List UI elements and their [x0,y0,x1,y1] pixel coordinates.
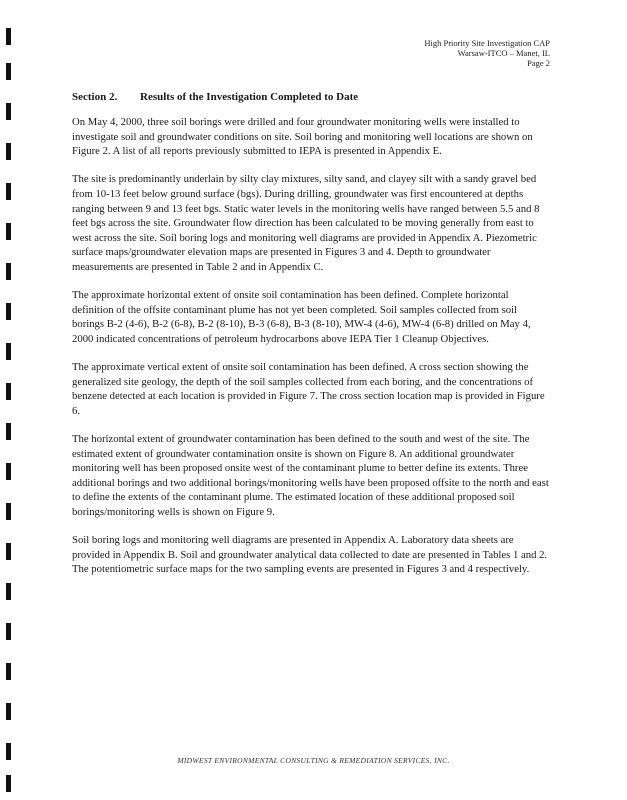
scan-mark [6,503,11,520]
paragraph: The approximate vertical extent of onsite soil contamination has been defined. A cross section showing the generalized site geology, the depth of the soil samples collected from each boring, and the concentrations of benzene detected at each location is provided in Figure 7. The cross section location map is provided in Figure 6. [72,361,545,417]
header-site-name: Warsaw-ITCO – Manet, IL [457,48,550,58]
scan-mark [6,183,11,200]
scan-mark [6,263,11,280]
page-footer: MIDWEST ENVIRONMENTAL CONSULTING & REMEDIATION SERVICES, INC. [177,756,450,765]
scan-mark [6,703,11,720]
body-text [72,115,550,591]
section-title: Results of the Investigation Completed to Date [140,91,359,103]
scan-mark [6,463,11,480]
scan-mark [6,583,11,600]
page-header [424,38,550,68]
section-heading [72,91,358,103]
paragraph: Soil boring logs and monitoring well diagrams are presented in Appendix A. Laboratory data sheets are provided in Appendix B. Soil and groundwater analytical data collected to date are presented in Tables 1 and 2. The potentiometric surface maps for the two sampling events are presented in Figures 3 and 4 respectively. [72,534,548,576]
scan-mark [6,543,11,560]
header-page-number: Page 2 [527,58,550,68]
paragraph: The horizontal extent of groundwater contamination has been defined to the south and west of the site. The estimated extent of groundwater contamination onsite is shown on Figure 8. An additional groundwater monitoring well has been proposed onsite west of the contaminant plume to better define its extents. Three additional borings and two additional borings/monitoring wells have been proposed offsite to the north and east to define the extents of the contaminant plume. The estimated location of these additional proposed soil borings/monitoring wells is shown on Figure 9. [72,433,549,519]
scan-margin-marks [6,0,12,800]
scan-mark [6,663,11,680]
paragraph: The site is predominantly underlain by silty clay mixtures, silty sand, and clayey silt with a sandy gravel bed from 10-13 feet below ground surface (bgs). During drilling, groundwater was first encountered at depths ranging between 9 and 13 feet bgs. Static water levels in the monitoring wells have ranged between 5.5 and 8 feet bgs across the site. Groundwater flow direction has been calculated to be moving generally from east to west across the site. Soil boring logs and monitoring well diagrams are provided in Appendix A. Piezometric surface maps/groundwater elevation maps are presented in Figures 3 and 4. Depth to groundwater measurements are presented in Table 2 and in Appendix C. [72,173,540,273]
header-report-title: High Priority Site Investigation CAP [424,38,550,48]
scan-mark [6,383,11,400]
scan-mark [6,223,11,240]
paragraph: The approximate horizontal extent of onsite soil contamination has been defined. Complete horizontal definition of the offsite contaminant plume has not yet been completed. Soil samples collected from soil borings B-2 (4-6), B-2 (6-8), B-2 (8-10), B-3 (6-8), B-3 (8-10), MW-4 (4-6), MW-4 (6-8) drilled on May 4, 2000 indicated concentrations of petroleum hydrocarbons above IEPA Tier 1 Cleanup Objectives. [72,289,531,345]
section-number: Section 2. [72,91,118,103]
scan-mark [6,143,11,160]
scan-mark [6,775,11,792]
scan-mark [6,423,11,440]
scan-mark [6,623,11,640]
scan-mark [6,63,11,80]
scan-mark [6,343,11,360]
scan-mark [6,103,11,120]
scan-mark [6,28,11,45]
scan-mark [6,303,11,320]
paragraph: On May 4, 2000, three soil borings were drilled and four groundwater monitoring wells were installed to investigate soil and groundwater conditions on site. Soil boring and monitoring well locations are shown on Figure 2. A list of all reports previously submitted to IEPA is presented in Appendix E. [72,116,533,158]
